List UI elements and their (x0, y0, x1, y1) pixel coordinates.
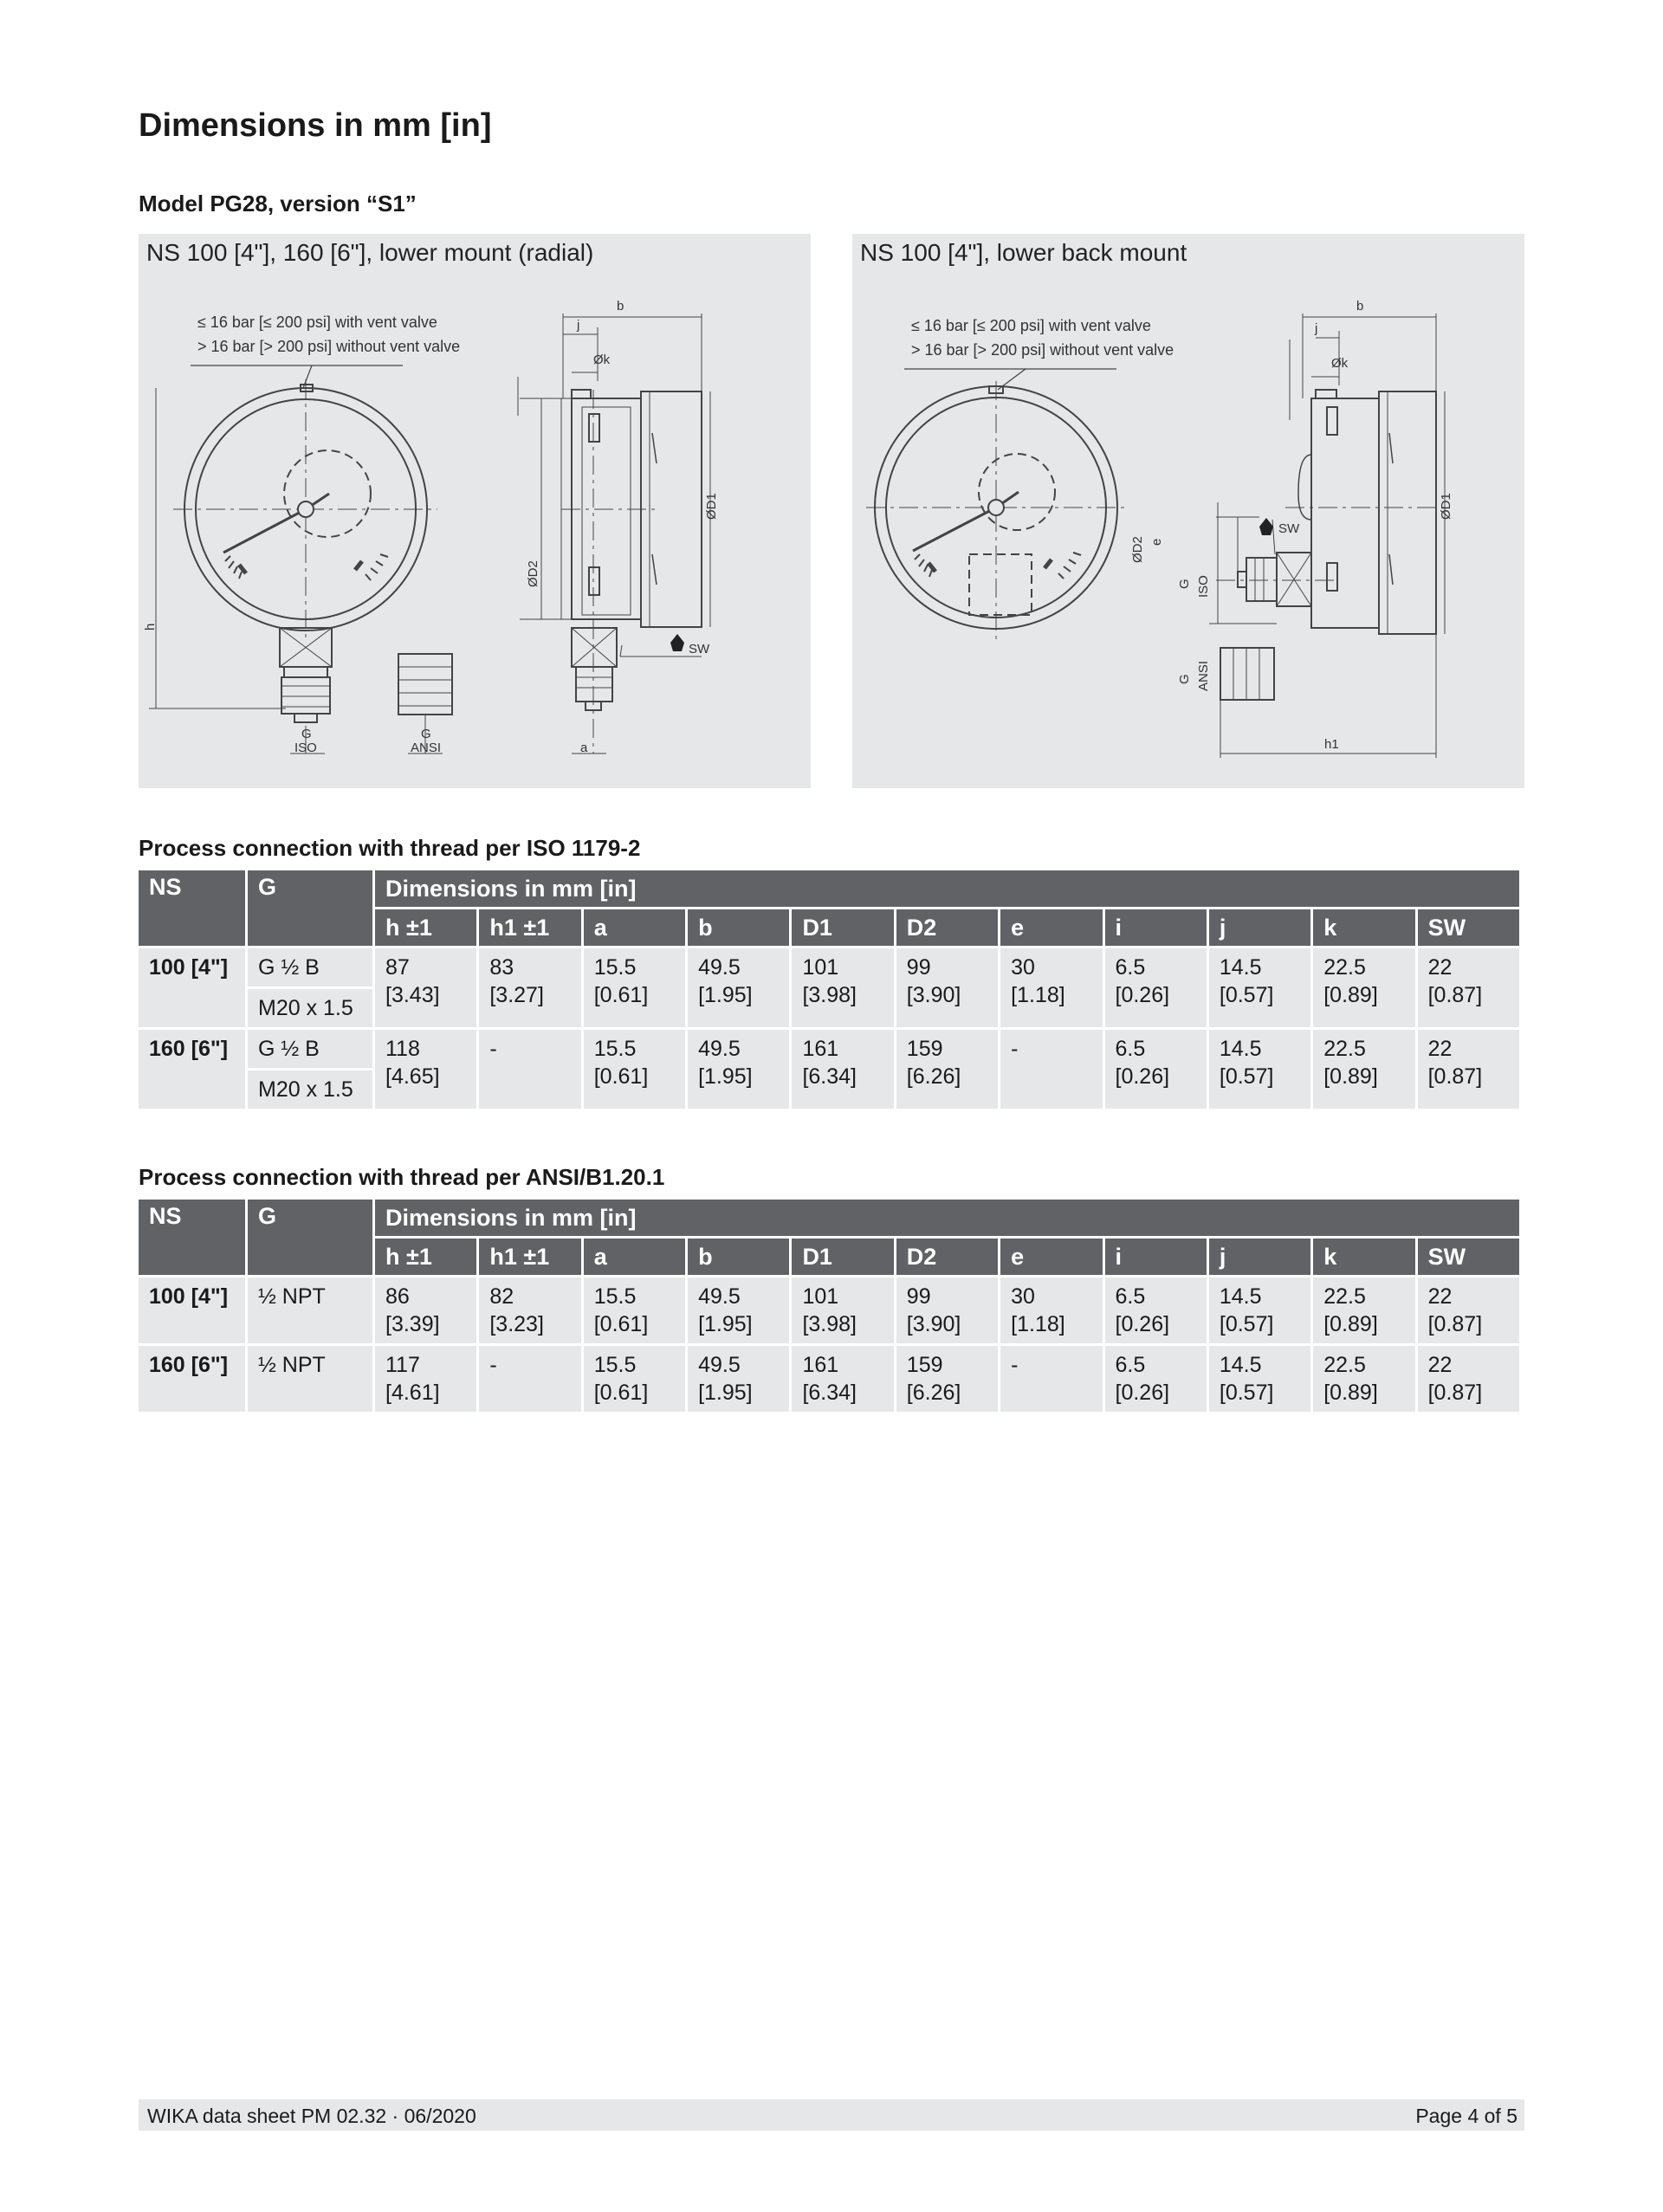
value-cell (688, 1277, 789, 1343)
value-cell (1000, 1030, 1102, 1109)
value-mm: 15.5 (593, 1353, 637, 1377)
value-cell (1209, 1277, 1310, 1343)
value-cell (1209, 1030, 1310, 1109)
iso-label: ISO (294, 741, 317, 755)
value-cell (1313, 948, 1414, 1027)
value-cell (1418, 948, 1519, 1027)
back-mount-drawing (852, 234, 1524, 788)
footer-doc-id: WIKA data sheet PM 02.32 · 06/2020 (147, 2105, 476, 2127)
panel-title-radial: NS 100 [4"], 160 [6"], lower mount (radial) (146, 239, 594, 266)
value-mm: 14.5 (1219, 1353, 1262, 1377)
value-in: [0.26] (1115, 1064, 1170, 1089)
value-in: [1.95] (698, 1312, 753, 1336)
value-mm: 117 (385, 1353, 420, 1377)
dim-a-label: a (580, 741, 588, 755)
wrench-icon (1259, 518, 1273, 535)
value-mm: 6.5 (1115, 1353, 1146, 1377)
value-in: [1.18] (1011, 983, 1065, 1007)
ansi-label: ANSI (411, 741, 442, 755)
col-header: j (1209, 909, 1310, 946)
table-row (139, 1346, 1519, 1412)
g-cell: ½ NPT (248, 1346, 372, 1412)
value-cell (1418, 1346, 1519, 1412)
dim-j-label: j (1315, 321, 1318, 336)
value-cell (1105, 1346, 1207, 1412)
value-mm: 22.5 (1323, 1353, 1366, 1377)
col-header: b (688, 909, 789, 946)
value-in: [0.57] (1219, 1381, 1274, 1405)
ns-cell: 160 [6"] (139, 1030, 245, 1109)
dim-e-label: e (1149, 538, 1164, 546)
value-cell (1000, 948, 1102, 1027)
dim-b-label: b (617, 299, 624, 314)
value-mm: 118 (385, 1037, 420, 1061)
value-in: [0.61] (593, 1381, 649, 1405)
value-cell (375, 1277, 476, 1343)
value-mm: 22 (1427, 1353, 1453, 1377)
value-mm: 161 (802, 1037, 839, 1061)
dim-d1-label: ØD1 (1439, 493, 1453, 520)
g-cell: M20 x 1.5 (248, 989, 372, 1027)
value-in: [1.95] (698, 1381, 753, 1405)
value-cell (375, 948, 476, 1027)
col-header: j (1209, 1239, 1310, 1275)
vent-note-1: ≤ 16 bar [≤ 200 psi] with vent valve (911, 317, 1151, 334)
value-cell (792, 1277, 893, 1343)
value-in: [3.39] (385, 1312, 440, 1336)
value-in: [3.43] (385, 983, 440, 1007)
panel-title-back: NS 100 [4"], lower back mount (860, 239, 1187, 266)
col-g: G (248, 1200, 372, 1275)
drawing-panel-radial (139, 234, 811, 788)
value-mm: 14.5 (1219, 1037, 1262, 1061)
vent-note-2: > 16 bar [> 200 psi] without vent valve (197, 338, 461, 355)
value-in: [0.87] (1427, 983, 1483, 1007)
model-heading: Model PG28, version “S1” (139, 191, 417, 217)
ns-cell: 100 [4"] (139, 948, 245, 1027)
value-mm: 101 (802, 955, 839, 980)
value-cell (584, 1346, 685, 1412)
value-mm: 49.5 (698, 955, 741, 980)
dim-j-label: j (577, 318, 580, 333)
value-in: [0.87] (1427, 1312, 1483, 1336)
ansi-label: ANSI (1196, 660, 1211, 691)
value-mm: 49.5 (698, 1037, 741, 1061)
value-mm: 22 (1427, 1037, 1453, 1061)
col-group-dimensions: Dimensions in mm [in] (375, 870, 1519, 907)
col-header: a (584, 1239, 685, 1275)
col-header: h1 ±1 (479, 1239, 580, 1275)
value-cell (896, 948, 998, 1027)
col-header: D1 (792, 1239, 893, 1275)
dim-d2-label: ØD2 (1130, 536, 1145, 563)
col-group-dimensions: Dimensions in mm [in] (375, 1200, 1519, 1236)
ns-cell: 100 [4"] (139, 1277, 245, 1343)
value-cell (688, 1030, 789, 1109)
g-iso-label: G (301, 727, 312, 741)
dim-k-label: Øk (593, 352, 611, 367)
value-mm: 99 (906, 1284, 931, 1309)
value-mm: 15.5 (593, 1284, 637, 1309)
value-cell (896, 1030, 998, 1109)
value-in: [6.26] (906, 1381, 961, 1405)
col-header: D1 (792, 909, 893, 946)
value-cell (1418, 1277, 1519, 1343)
value-cell (896, 1277, 998, 1343)
value-mm: 6.5 (1115, 1037, 1146, 1061)
value-mm: 22 (1427, 1284, 1453, 1309)
value-mm: 22.5 (1323, 1037, 1366, 1061)
value-cell (584, 948, 685, 1027)
value-cell (584, 1277, 685, 1343)
value-cell (479, 1030, 580, 1109)
page-heading: Dimensions in mm [in] (139, 107, 492, 144)
iso-label: ISO (1196, 575, 1211, 598)
value-cell (1313, 1277, 1414, 1343)
value-in: [6.34] (802, 1381, 857, 1405)
wrench-icon (670, 634, 684, 651)
value-mm: 87 (385, 955, 410, 980)
footer-page-number: Page 4 of 5 (1415, 2105, 1517, 2127)
value-mm: 86 (385, 1284, 410, 1309)
value-mm: 159 (906, 1353, 943, 1377)
g-cell: M20 x 1.5 (248, 1070, 372, 1109)
sw-label: SW (689, 642, 710, 656)
value-cell (1209, 1346, 1310, 1412)
value-in: [0.26] (1115, 983, 1170, 1007)
value-mm: - (489, 1037, 497, 1061)
col-g: G (248, 870, 372, 946)
value-mm: 49.5 (698, 1284, 741, 1309)
value-mm: 99 (906, 955, 931, 980)
value-cell (1313, 1346, 1414, 1412)
col-header: i (1105, 909, 1207, 946)
value-mm: 159 (906, 1037, 943, 1061)
value-mm: 14.5 (1219, 1284, 1262, 1309)
value-mm: 6.5 (1115, 955, 1146, 980)
value-cell (688, 1346, 789, 1412)
value-in: [1.18] (1011, 1312, 1065, 1336)
value-cell (375, 1346, 476, 1412)
g-ansi-label: G (421, 727, 431, 741)
dim-d1-label: ØD1 (704, 493, 719, 520)
value-in: [1.95] (698, 1064, 753, 1089)
col-header: i (1105, 1239, 1207, 1275)
value-mm: 6.5 (1115, 1284, 1146, 1309)
value-in: [3.90] (906, 1312, 961, 1336)
col-header: SW (1418, 909, 1519, 946)
value-mm: 30 (1011, 1284, 1035, 1309)
table-row (139, 1277, 1519, 1343)
value-in: [0.57] (1219, 1064, 1274, 1089)
value-in: [0.26] (1115, 1381, 1170, 1405)
g-ansi-label: G (1177, 674, 1192, 684)
value-mm: 30 (1011, 955, 1035, 980)
ns-cell: 160 [6"] (139, 1346, 245, 1412)
value-in: [0.61] (593, 1064, 649, 1089)
value-mm: 101 (802, 1284, 839, 1309)
value-cell (1105, 948, 1207, 1027)
value-mm: 83 (489, 955, 514, 980)
value-in: [0.57] (1219, 1312, 1274, 1336)
col-header: h1 ±1 (479, 909, 580, 946)
g-cell: G ½ B (248, 948, 372, 986)
value-cell (1105, 1030, 1207, 1109)
col-ns: NS (139, 1200, 245, 1275)
value-cell (479, 948, 580, 1027)
g-cell: ½ NPT (248, 1277, 372, 1343)
g-cell: G ½ B (248, 1030, 372, 1068)
value-mm: 49.5 (698, 1353, 741, 1377)
vent-note-1: ≤ 16 bar [≤ 200 psi] with vent valve (197, 314, 437, 331)
value-mm: 15.5 (593, 955, 637, 980)
value-in: [0.26] (1115, 1312, 1170, 1336)
sw-label: SW (1278, 521, 1300, 536)
value-mm: - (1011, 1353, 1019, 1377)
dim-k-label: Øk (1331, 356, 1349, 371)
col-header: e (1000, 909, 1102, 946)
col-header: h ±1 (375, 909, 476, 946)
value-mm: 22 (1427, 955, 1453, 980)
value-in: [6.34] (802, 1064, 857, 1089)
value-cell (792, 1346, 893, 1412)
col-header: D2 (896, 909, 998, 946)
vent-note-2: > 16 bar [> 200 psi] without vent valve (911, 341, 1174, 359)
dim-b-label: b (1356, 299, 1364, 314)
g-iso-label: G (1177, 579, 1192, 589)
iso-table-title: Process connection with thread per ISO 1179-2 (139, 835, 641, 861)
radial-mount-drawing (139, 234, 811, 788)
value-in: [6.26] (906, 1064, 961, 1089)
value-cell (1000, 1346, 1102, 1412)
value-in: [4.65] (385, 1064, 440, 1089)
value-mm: 82 (489, 1284, 514, 1309)
value-cell (584, 1030, 685, 1109)
value-in: [3.98] (802, 1312, 857, 1336)
col-header: h ±1 (375, 1239, 476, 1275)
value-in: [0.89] (1323, 1312, 1378, 1336)
col-header: k (1313, 909, 1414, 946)
value-mm: 22.5 (1323, 955, 1366, 980)
value-cell (1105, 1277, 1207, 1343)
value-in: [0.89] (1323, 983, 1378, 1007)
col-header: a (584, 909, 685, 946)
value-cell (1313, 1030, 1414, 1109)
value-cell (479, 1277, 580, 1343)
value-cell (792, 1030, 893, 1109)
col-header: b (688, 1239, 789, 1275)
value-in: [0.87] (1427, 1064, 1483, 1089)
value-in: [1.95] (698, 983, 753, 1007)
value-cell (375, 1030, 476, 1109)
value-cell (688, 948, 789, 1027)
ansi-table-title: Process connection with thread per ANSI/B1.20.1 (139, 1164, 665, 1190)
page-footer (139, 2099, 1524, 2131)
table-row (139, 948, 1519, 986)
value-mm: - (1011, 1037, 1019, 1061)
value-mm: 14.5 (1219, 955, 1262, 980)
dim-h-label: h (143, 623, 158, 631)
col-header: D2 (896, 1239, 998, 1275)
value-cell (1209, 948, 1310, 1027)
value-in: [4.61] (385, 1381, 440, 1405)
col-header: SW (1418, 1239, 1519, 1275)
value-mm: 15.5 (593, 1037, 637, 1061)
ansi-dimensions-table (136, 1197, 1522, 1414)
table-row (139, 1030, 1519, 1068)
value-cell (792, 948, 893, 1027)
value-in: [0.89] (1323, 1064, 1378, 1089)
value-mm: - (489, 1353, 497, 1377)
col-header: e (1000, 1239, 1102, 1275)
value-in: [0.57] (1219, 983, 1274, 1007)
value-cell (1000, 1277, 1102, 1343)
value-in: [3.23] (489, 1312, 544, 1336)
value-mm: 161 (802, 1353, 839, 1377)
col-ns: NS (139, 870, 245, 946)
drawing-panel-back (852, 234, 1524, 788)
value-in: [0.61] (593, 1312, 649, 1336)
value-cell (1418, 1030, 1519, 1109)
iso-dimensions-table (136, 868, 1522, 1111)
value-in: [0.87] (1427, 1381, 1483, 1405)
value-in: [0.89] (1323, 1381, 1378, 1405)
value-cell (896, 1346, 998, 1412)
value-mm: 22.5 (1323, 1284, 1366, 1309)
value-in: [3.27] (489, 983, 544, 1007)
col-header: k (1313, 1239, 1414, 1275)
dim-d2-label: ØD2 (526, 560, 540, 587)
dim-h1-label: h1 (1324, 737, 1339, 752)
value-in: [3.90] (906, 983, 961, 1007)
value-cell (479, 1346, 580, 1412)
value-in: [0.61] (593, 983, 649, 1007)
value-in: [3.98] (802, 983, 857, 1007)
